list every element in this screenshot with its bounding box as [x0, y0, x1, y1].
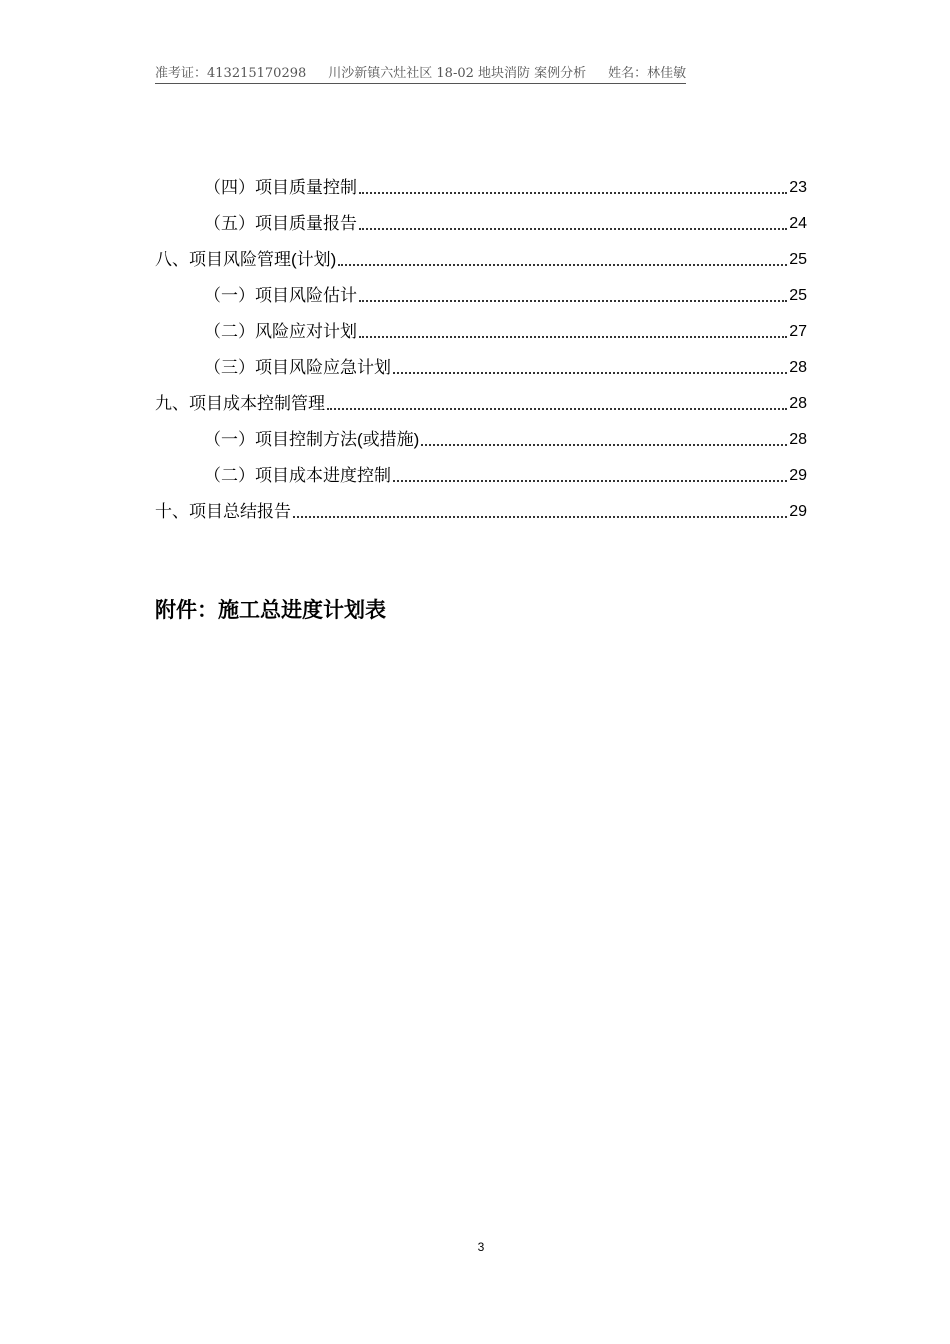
appendix-title: 附件：施工总进度计划表 — [155, 599, 386, 622]
exam-id: 准考证：413215170298 — [155, 66, 307, 81]
toc-leader — [338, 263, 787, 266]
toc-leader — [359, 191, 787, 194]
toc-entry[interactable] — [155, 420, 807, 456]
page-header — [155, 66, 686, 84]
toc-entry-page: 23 — [789, 179, 807, 196]
toc-leader — [421, 443, 787, 446]
toc-entry-label: （二）项目成本进度控制 — [204, 466, 391, 485]
toc-entry[interactable] — [155, 384, 807, 420]
toc-entry-page: 29 — [789, 503, 807, 520]
toc-entry-label: 九、项目成本控制管理 — [155, 394, 325, 413]
toc-entry[interactable] — [155, 168, 807, 204]
toc-entry-page: 25 — [789, 287, 807, 304]
author-name: 姓名：林佳敏 — [608, 66, 687, 81]
toc-entry[interactable] — [155, 312, 807, 348]
toc-entry[interactable] — [155, 456, 807, 492]
toc-entry-label: （一）项目控制方法(或措施) — [204, 430, 420, 449]
toc-entry-label: 十、项目总结报告 — [155, 502, 291, 521]
table-of-contents — [155, 168, 807, 528]
toc-entry[interactable] — [155, 276, 807, 312]
toc-leader — [393, 479, 787, 482]
toc-leader — [293, 515, 787, 518]
toc-leader — [327, 407, 787, 410]
page-number: 3 — [477, 1240, 485, 1254]
toc-entry-page: 29 — [789, 467, 807, 484]
toc-entry-page: 28 — [789, 359, 807, 376]
toc-leader — [393, 371, 787, 374]
toc-entry-label: （四）项目质量控制 — [204, 178, 357, 197]
toc-entry-page: 28 — [789, 395, 807, 412]
project-title: 川沙新镇六灶社区 18-02 地块消防 案例分析 — [328, 66, 587, 81]
toc-leader — [359, 299, 787, 302]
toc-leader — [359, 335, 787, 338]
toc-entry-page: 27 — [789, 323, 807, 340]
toc-entry[interactable] — [155, 492, 807, 528]
toc-entry-label: （一）项目风险估计 — [204, 286, 357, 305]
toc-entry[interactable] — [155, 348, 807, 384]
toc-leader — [359, 227, 787, 230]
toc-entry-label: （三）项目风险应急计划 — [204, 358, 391, 377]
toc-entry-label: 八、项目风险管理(计划) — [155, 250, 337, 269]
toc-entry-label: （五）项目质量报告 — [204, 214, 357, 233]
toc-entry[interactable] — [155, 240, 807, 276]
toc-entry-page: 25 — [789, 251, 807, 268]
toc-entry-page: 24 — [789, 215, 807, 232]
toc-entry-page: 28 — [789, 431, 807, 448]
toc-entry-label: （二）风险应对计划 — [204, 322, 357, 341]
toc-entry[interactable] — [155, 204, 807, 240]
